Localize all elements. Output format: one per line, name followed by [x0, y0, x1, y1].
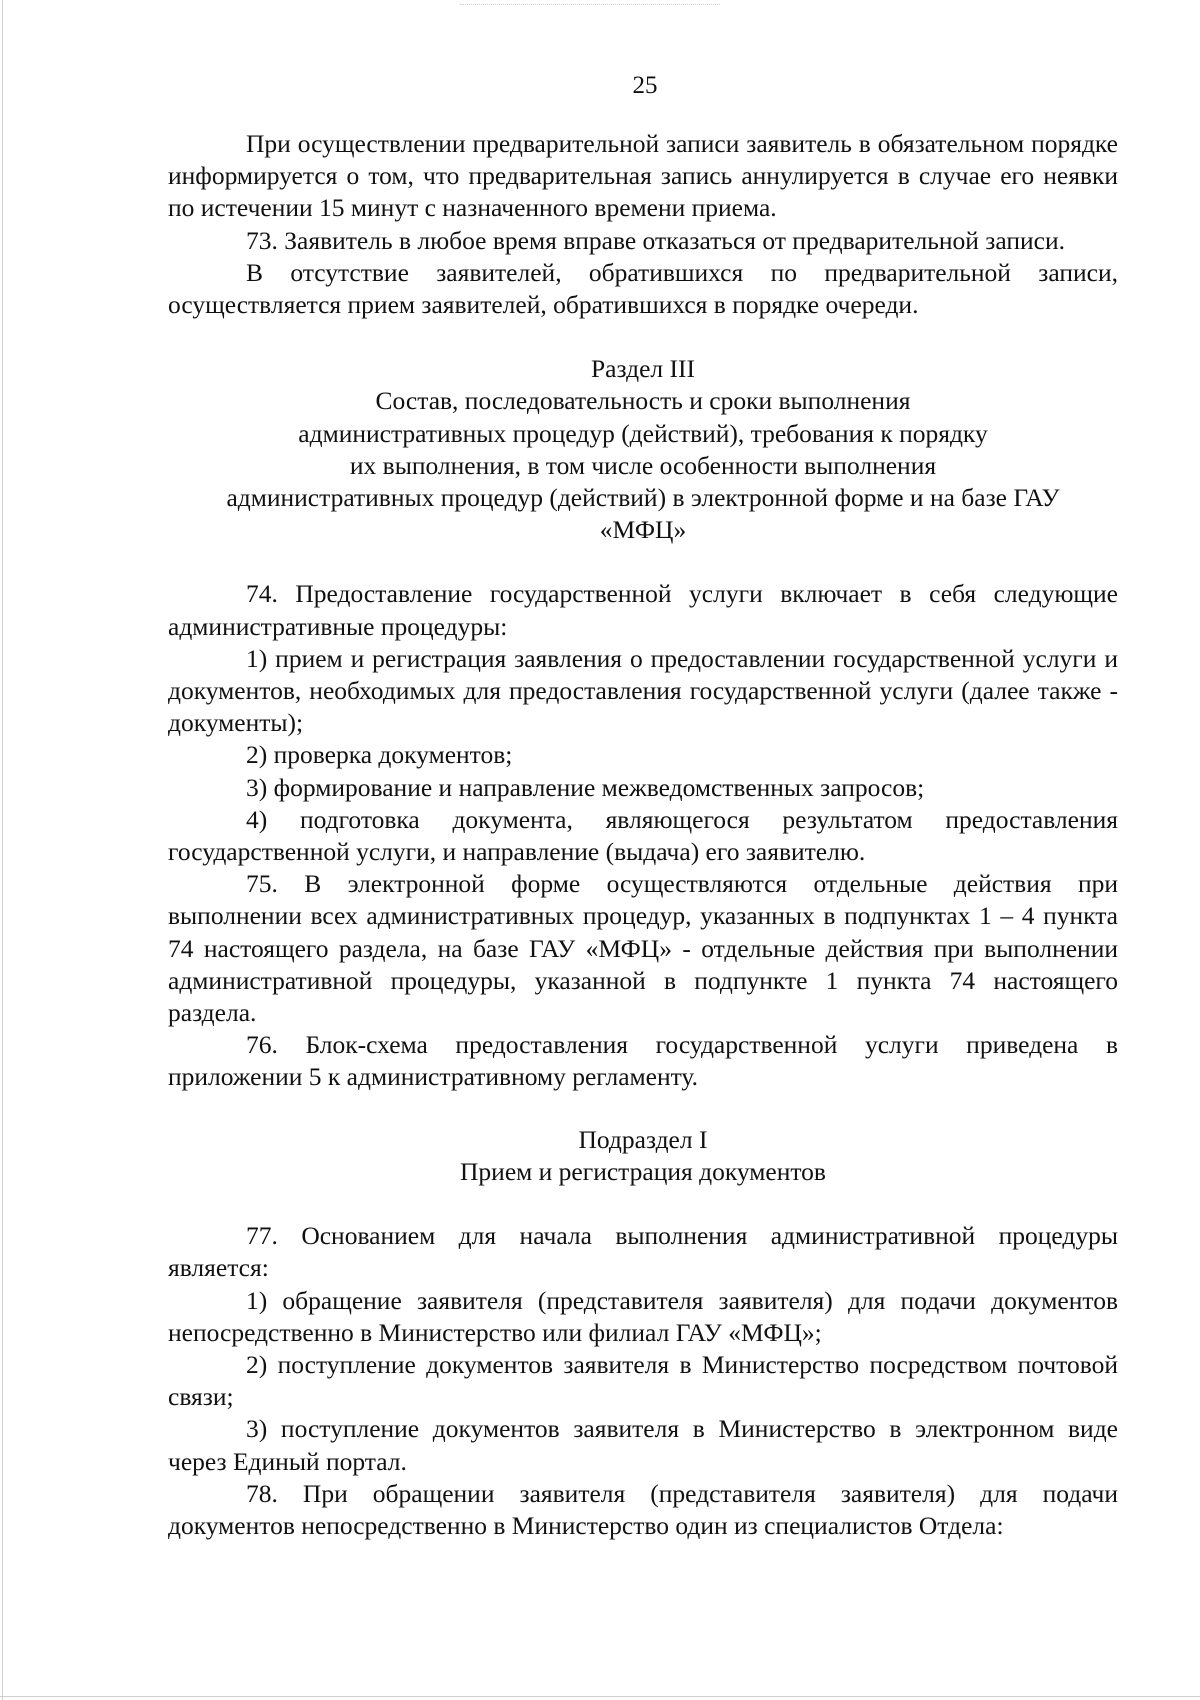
scan-artifact	[460, 4, 720, 15]
spacer	[168, 546, 1118, 578]
scan-edge-left	[2, 0, 3, 1700]
scan-edge-bottom	[0, 1696, 1200, 1697]
paragraph-77: 77. Основанием для начала выполнения административной процедуры является:	[168, 1221, 1118, 1283]
section-subtitle-line: их выполнения, в том числе особенности выполнения	[349, 450, 937, 480]
list-item-2: 2) поступление документов заявителя в Министерство посредством почтовой связи;	[168, 1349, 1118, 1412]
section-subtitle-line: Состав, последовательность и сроки выполнения	[375, 386, 911, 416]
section-subtitle-line: «МФЦ»	[599, 515, 687, 545]
subsection-subtitle: Прием и регистрация документов	[460, 1156, 826, 1186]
paragraph-intro: При осуществлении предварительной записи заявитель в обязательном порядке информируется о том, что предварительная запись аннулируется в случае его неявки по истечении 15 минут с назначенного времени приема.	[168, 129, 1118, 223]
spacer	[168, 321, 1118, 353]
list-item-4: 4) подготовка документа, являющегося результатом предоставления государственной услуги, и направление (выдача) его заявителю.	[168, 804, 1118, 867]
paragraph-78: 78. При обращении заявителя (представителя заявителя) для подачи документов непосредственно в Министерство один из специалистов Отдела:	[168, 1478, 1118, 1540]
subsection-title: Подраздел I	[578, 1124, 708, 1154]
section-subtitle-line: административных процедур (действий), требования к порядку	[298, 418, 988, 448]
paragraph-76: 76. Блок-схема предоставления государственной услуги приведена в приложении 5 к административному регламенту.	[168, 1030, 1118, 1092]
spacer	[168, 1094, 1118, 1124]
section-heading	[168, 353, 1118, 546]
paragraph-73: 73. Заявитель в любое время вправе отказаться от предварительной записи.	[246, 225, 1065, 255]
paragraph-74: 74. Предоставление государственной услуги включает в себя следующие административные процедуры:	[168, 579, 1118, 641]
list-item-3: 3) поступление документов заявителя в Министерство в электронном виде через Единый портал.	[168, 1414, 1118, 1476]
page-number: 25	[632, 72, 658, 99]
subsection-heading	[168, 1124, 1118, 1188]
document-body	[168, 128, 1118, 1542]
list-item-1: 1) обращение заявителя (представителя заявителя) для подачи документов непосредственно в Министерство или филиал ГАУ «МФЦ»;	[168, 1285, 1118, 1347]
list-item-2: 2) проверка документов;	[246, 740, 513, 770]
paragraph-queue: В отсутствие заявителей, обратившихся по предварительной записи, осуществляется прием заявителей, обратившихся в порядке очереди.	[168, 257, 1118, 320]
list-item-1: 1) прием и регистрация заявления о предоставлении государственной услуги и документов, необходимых для предоставления государственной услуги (далее также - документы);	[168, 643, 1118, 738]
paragraph-75: 75. В электронной форме осуществляются отдельные действия при выполнении всех административных процедур, указанных в подпунктах 1 – 4 пункта 74 настоящего раздела, на базе ГАУ «МФЦ» - отдельные действия при выполнении административной процедуры, указанной в подпункте 1 пункта 74 настоящего раздела.	[168, 869, 1118, 1028]
section-title: Раздел III	[591, 354, 695, 384]
section-subtitle-line: административных процедур (действий) в электронной форме и на базе ГАУ	[226, 483, 1060, 513]
list-item-3: 3) формирование и направление межведомственных запросов;	[246, 772, 925, 802]
spacer	[168, 1188, 1118, 1220]
